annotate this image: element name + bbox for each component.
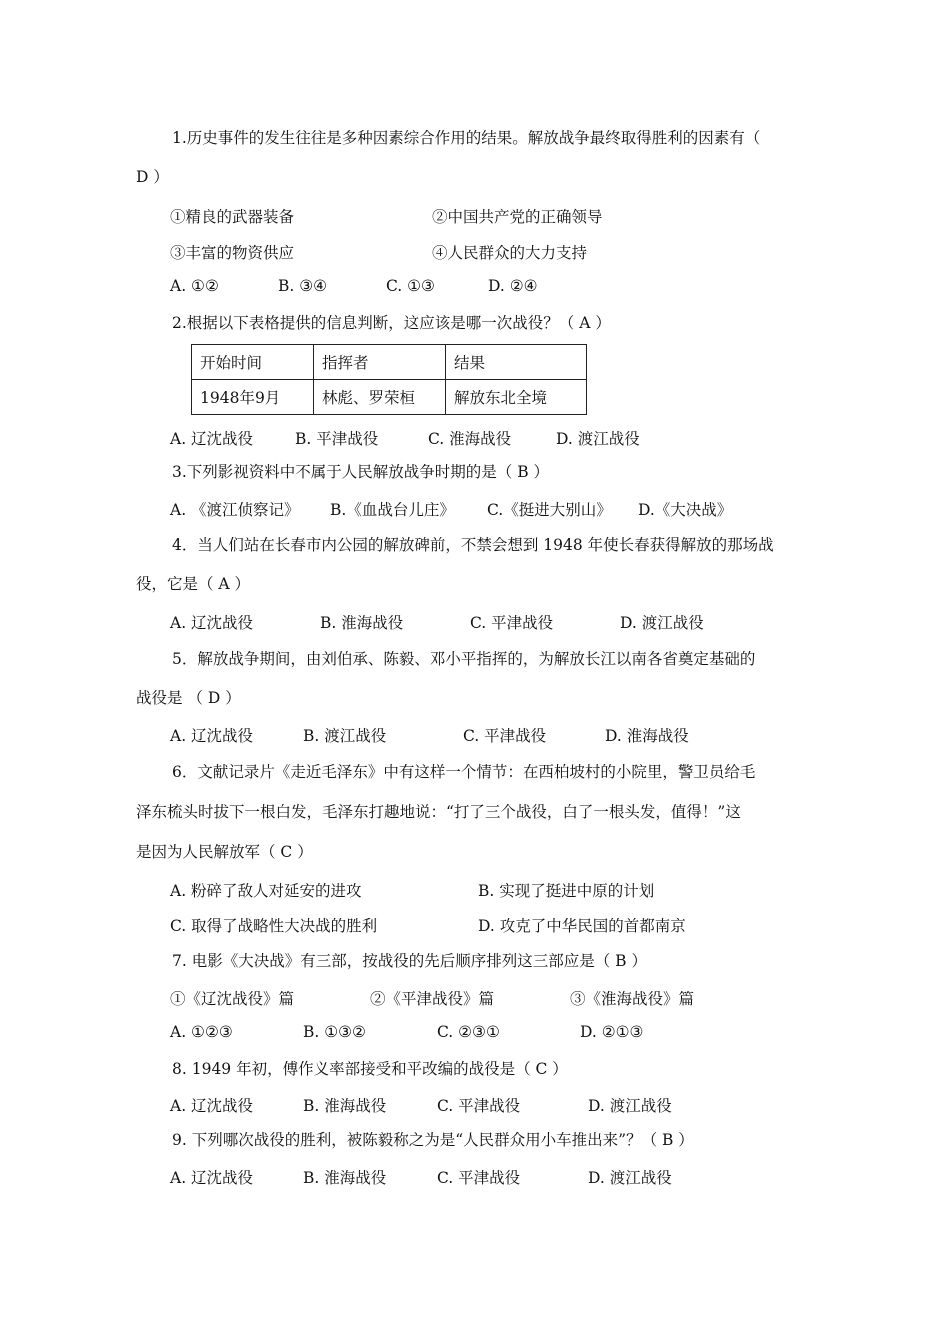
q4-option-d: D. 渡江战役 xyxy=(620,614,704,632)
table-header-cell: 指挥者 xyxy=(314,345,446,380)
q2-option-b: B. 平津战役 xyxy=(295,430,379,448)
q8-stem: 8. 1949 年初，傅作义率部接受和平改编的战役是（ C ） xyxy=(172,1060,568,1078)
table-cell: 1948年9月 xyxy=(192,380,314,415)
q5-stem-line-1: 5．解放战争期间，由刘伯承、陈毅、邓小平指挥的，为解放长江以南各省奠定基础的 xyxy=(172,650,756,668)
table-header-cell: 开始时间 xyxy=(192,345,314,380)
q5-option-c: C. 平津战役 xyxy=(463,727,547,745)
q7-option-b: B. ①③② xyxy=(303,1023,366,1041)
q8-option-a: A. 辽沈战役 xyxy=(170,1097,254,1115)
table-header-row xyxy=(192,345,587,380)
q4-stem-line-1: 4．当人们站在长春市内公园的解放碑前，不禁会想到 1948 年使长春获得解放的那场战 xyxy=(172,536,774,554)
q7-item-1: ①《辽沈战役》篇 xyxy=(170,990,295,1008)
q3-option-c: C.《挺进大别山》 xyxy=(487,501,612,519)
q5-option-d: D. 淮海战役 xyxy=(605,727,689,745)
q6-option-c: C. 取得了战略性大决战的胜利 xyxy=(170,917,378,935)
q3-option-b: B.《血战台儿庄》 xyxy=(330,501,455,519)
q1-item-4: ④人民群众的大力支持 xyxy=(432,244,588,262)
q3-stem: 3.下列影视资料中不属于人民解放战争时期的是（ B ） xyxy=(172,463,550,481)
q1-option-b: B. ③④ xyxy=(278,277,328,295)
q1-item-2: ②中国共产党的正确领导 xyxy=(432,208,603,226)
q5-option-a: A. 辽沈战役 xyxy=(170,727,254,745)
q8-option-d: D. 渡江战役 xyxy=(588,1097,672,1115)
q9-option-a: A. 辽沈战役 xyxy=(170,1169,254,1187)
q1-item-3: ③丰富的物资供应 xyxy=(170,244,295,262)
q6-option-b: B. 实现了挺进中原的计划 xyxy=(478,882,655,900)
q9-option-d: D. 渡江战役 xyxy=(588,1169,672,1187)
q1-stem-line-1: 1.历史事件的发生往往是多种因素综合作用的结果。解放战争最终取得胜利的因素有（ xyxy=(172,129,761,147)
q3-option-a: A. 《渡江侦察记》 xyxy=(170,501,300,519)
q6-option-d: D. 攻克了中华民国的首都南京 xyxy=(478,917,686,935)
q2-option-a: A. 辽沈战役 xyxy=(170,430,254,448)
q6-stem-line-2: 泽东梳头时拔下一根白发，毛泽东打趣地说：“打了三个战役，白了一根头发，值得！”这 xyxy=(136,803,741,821)
q7-item-2: ②《平津战役》篇 xyxy=(370,990,495,1008)
q8-option-b: B. 淮海战役 xyxy=(303,1097,387,1115)
q1-item-1: ①精良的武器装备 xyxy=(170,208,295,226)
table-header-cell: 结果 xyxy=(446,345,587,380)
q9-option-b: B. 淮海战役 xyxy=(303,1169,387,1187)
q5-option-b: B. 渡江战役 xyxy=(303,727,387,745)
q9-option-c: C. 平津战役 xyxy=(437,1169,521,1187)
q1-option-c: C. ①③ xyxy=(386,277,435,295)
q2-option-c: C. 淮海战役 xyxy=(428,430,512,448)
q4-stem-line-2: 役，它是（ A ） xyxy=(136,575,251,593)
q6-stem-line-1: 6．文献记录片《走近毛泽东》中有这样一个情节：在西柏坡村的小院里，警卫员给毛 xyxy=(172,763,756,781)
q4-option-a: A. 辽沈战役 xyxy=(170,614,254,632)
q9-stem: 9. 下列哪次战役的胜利，被陈毅称之为是“人民群众用小车推出来”？（ B ） xyxy=(172,1131,694,1149)
q7-option-d: D. ②①③ xyxy=(580,1023,644,1041)
q7-option-c: C. ②③① xyxy=(437,1023,500,1041)
q7-stem: 7. 电影《大决战》有三部，按战役的先后顺序排列这三部应是（ B ） xyxy=(172,952,647,970)
q6-stem-line-3: 是因为人民解放军（ C ） xyxy=(136,843,313,861)
q3-option-d: D.《大决战》 xyxy=(638,501,733,519)
q1-stem-line-2: D ） xyxy=(136,168,169,186)
q2-option-d: D. 渡江战役 xyxy=(556,430,640,448)
table-cell: 林彪、罗荣桓 xyxy=(314,380,446,415)
q7-item-3: ③《淮海战役》篇 xyxy=(570,990,695,1008)
q8-option-c: C. 平津战役 xyxy=(437,1097,521,1115)
q7-option-a: A. ①②③ xyxy=(170,1023,233,1041)
q1-option-a: A. ①② xyxy=(170,277,219,295)
q2-stem: 2.根据以下表格提供的信息判断，这应该是哪一次战役？（ A ） xyxy=(172,314,611,332)
table-row xyxy=(192,380,587,415)
q5-stem-line-2: 战役是 （ D ） xyxy=(136,689,241,707)
q2-info-table xyxy=(191,344,587,415)
q1-option-d: D. ②④ xyxy=(488,277,538,295)
table-cell: 解放东北全境 xyxy=(446,380,587,415)
q6-option-a: A. 粉碎了敌人对延安的进攻 xyxy=(170,882,362,900)
q4-option-b: B. 淮海战役 xyxy=(320,614,404,632)
q4-option-c: C. 平津战役 xyxy=(470,614,554,632)
